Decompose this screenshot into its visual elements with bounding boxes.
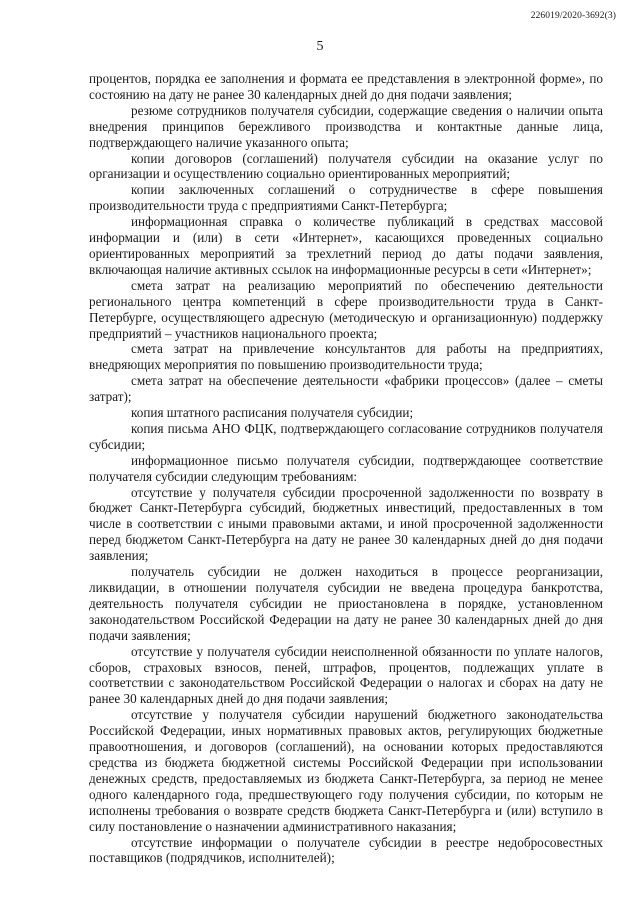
paragraph-resume-staff: резюме сотрудников получателя субсидии, содержащие сведения о наличии опыта внедрения принципов бережливого производства и контактные данные лица, подтверждающего наличие указанного опыта; (89, 102, 603, 150)
paragraph-ano-letter: копия письма АНО ФЦК, подтверждающего согласование сотрудников получателя субсидии; (89, 420, 603, 452)
document-number: 226019/2020-3692(3) (530, 11, 616, 21)
page-number: 5 (316, 39, 324, 54)
paragraph-contract-copies: копии договоров (соглашений) получателя субсидии на оказание услуг по организации и осуществлению социально ориентированных мероприятий; (89, 150, 603, 182)
paragraph-info-letter: информационное письмо получателя субсидии, подтверждающее соответствие получателя субсидии следующим требованиям: (89, 452, 603, 484)
paragraph-staff-schedule: копия штатного расписания получателя субсидии; (131, 405, 414, 421)
paragraph-no-overdue-debt: отсутствие у получателя субсидии просроченной задолженности по возврату в бюджет Санкт-Петербурга субсидий, бюджетных инвестиций, предоставленных в том числе в соответствии с иными правовыми актами, и иной просроченной задолженности перед бюджетом Санкт-Петербурга на дату не ранее 30 календарных дней до дня подачи заявления; (89, 484, 603, 564)
paragraph-cooperation-agreements: копии заключенных соглашений о сотрудничестве в сфере повышения производительности труда с предприятиями Санкт-Петербурга; (89, 182, 603, 214)
body-text (89, 71, 603, 866)
paragraph-estimate-regional-center: смета затрат на реализацию мероприятий по обеспечению деятельности регионального центра компетенций в сфере производительности труда в Санкт-Петербурге, осуществляющего адресную (методическую и организационную) поддержку предприятий – участников национального проекта; (89, 277, 603, 341)
paragraph-no-budget-violations: отсутствие у получателя субсидии нарушений бюджетного законодательства Российской Федерации, иных нормативных правовых актов, регулирующих бюджетные правоотношения, и договоров (соглашений), на основании которых предоставляются средства из бюджета бюджетной системы Российской Федерации при использовании денежных средств, предоставляемых из бюджета Санкт-Петербурга, за период не менее одного календарного года, предшествующего году получения субсидии, по которым не исполнены требования о возврате средств бюджета Санкт-Петербурга и (или) вступило в силу постановление о назначении административного наказания; (89, 707, 603, 834)
paragraph-no-tax-obligations: отсутствие у получателя субсидии неисполненной обязанности по уплате налогов, сборов, страховых взносов, пеней, штрафов, процентов, подлежащих уплате в соответствии с законодательством Российской Федерации о налогах и сборах на дату не ранее 30 календарных дней до дня подачи заявления; (89, 643, 603, 707)
paragraph-estimate-factory: смета затрат на обеспечение деятельности «фабрики процессов» (далее – сметы затрат); (89, 373, 603, 405)
paragraph-media-publications: информационная справка о количестве публикаций в средствах массовой информации и (или) в сети «Интернет», касающихся проведенных социально ориентированных мероприятий за трехлетний период до даты подачи заявления, включающая наличие активных ссылок на информационные ресурсы в сети «Интернет»; (89, 214, 603, 277)
paragraph-no-reorganization: получатель субсидии не должен находиться в процессе реорганизации, ликвидации, в отношении получателя субсидии не введена процедура банкротства, деятельность получателя субсидии не приостановлена в порядке, установленном законодательством Российской Федерации на дату не ранее 30 календарных дней до дня подачи заявления; (89, 564, 603, 643)
paragraph-estimate-consultants: смета затрат на привлечение консультантов для работы на предприятиях, внедряющих мероприятия по повышению производительности труда; (89, 341, 603, 373)
paragraph-continuation: процентов, порядка ее заполнения и формата ее представления в электронной форме», по состоянию на дату не ранее 30 календарных дней до дня подачи заявления; (89, 71, 603, 102)
paragraph-no-dishonest-registry: отсутствие информации о получателе субсидии в реестре недобросовестных поставщиков (подрядчиков, исполнителей); (89, 834, 603, 866)
